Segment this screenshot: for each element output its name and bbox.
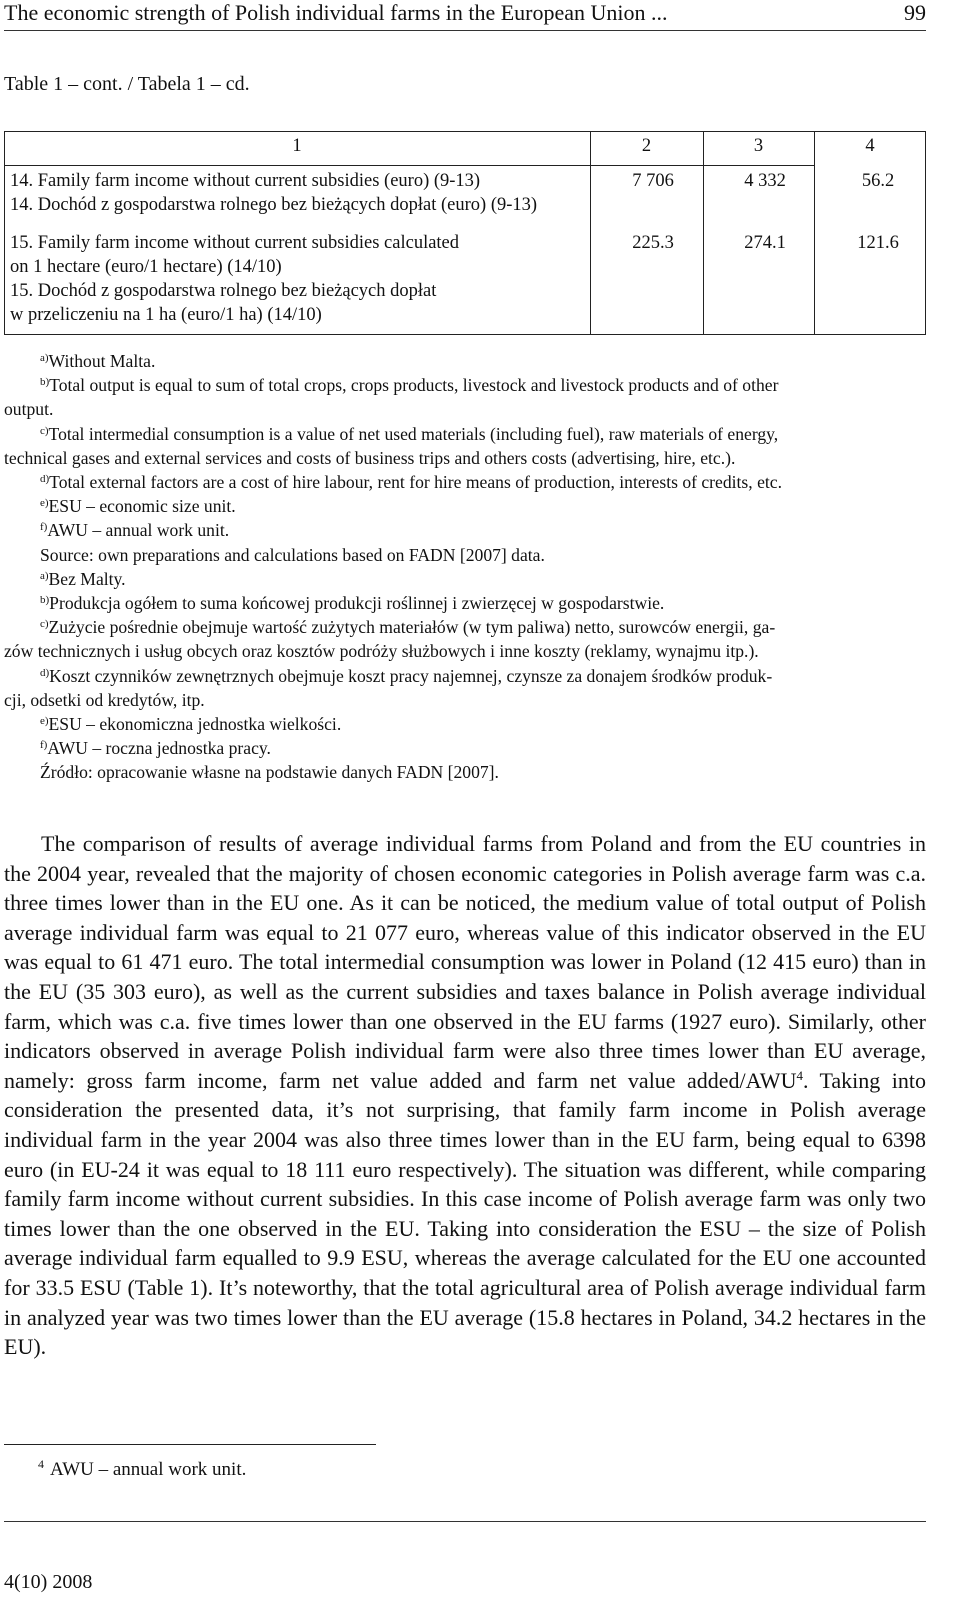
row-15-label-pl-line1: 15. Dochód z gospodarstwa rolnego bez bieżących dopłat <box>10 281 437 301</box>
note-pl-e: $^{e)}$ESU – ekonomiczna jednostka wielkości. <box>40 714 342 735</box>
column-header-3: 3 <box>753 136 764 156</box>
table-header-divider <box>4 165 814 166</box>
note-en-source: Source: own preparations and calculations based on FADN [2007] data. <box>40 544 545 565</box>
table-notes <box>4 349 926 785</box>
running-header <box>4 0 926 31</box>
footnote-text: AWU – annual work unit. <box>50 1459 247 1480</box>
row-15-label-pl-line2: w przeliczeniu na 1 ha (euro/1 ha) (14/10) <box>10 305 322 325</box>
note-en-b: $^{b)}$Total output is equal to sum of total crops, crops products, livestock and livestock products and of other <box>40 375 779 396</box>
note-en-d: $^{d)}$Total external factors are a cost of hire labour, rent for hire means of production, interests of credits, etc. <box>40 472 782 493</box>
table-caption: Table 1 – cont. / Tabela 1 – cd. <box>4 73 250 95</box>
row-14-value-3: 4 332 <box>744 171 786 191</box>
note-pl-b: $^{b)}$Produkcja ogółem to suma końcowej produkcji roślinnej i zwierzęcej w gospodarstwie. <box>40 593 665 614</box>
note-pl-c-cont: zów technicznych i usług obcych oraz kosztów podróży służbowych i inne koszty (reklamy, wynajmu itp.). <box>4 641 759 662</box>
body-text-part2: . Taking into consideration the presented data, it’s not surprising, that family farm income in Polish average individual farm in the year 2004 was also three times lower than in the EU farm, being equal to 6398 euro (in EU-24 it was equal to 18 111 euro respectively). The situation was different, while comparing family farm income without current subsidies. In this case income of Polish average farm was only two times lower than the one observed in the EU. Taking into consideration the ESU – the size of Polish average individual farm equalled to 9.9 ESU, whereas the average calculated for the EU one accounted for 33.5 ESU (Table 1). It’s noteworthy, that the total agricultural area of Polish average individual farm in analyzed year was two times lower than the EU average (15.8 hectares in Poland, 34.2 hectares in the EU). <box>4 1067 926 1360</box>
footnote-rule <box>4 1444 376 1445</box>
note-en-b-cont: output. <box>4 399 54 420</box>
running-title: The economic strength of Polish individual farms in the European Union ... <box>4 0 668 25</box>
row-15-value-3: 274.1 <box>744 233 786 253</box>
row-15-label-en-line2: on 1 hectare (euro/1 hectare) (14/10) <box>10 257 282 277</box>
column-header-1: 1 <box>292 136 302 156</box>
note-pl-d: $^{d)}$Koszt czynników zewnętrznych obejmuje koszt pracy najemnej, czynsze za donajem środków produk- <box>40 665 773 686</box>
note-en-c: $^{c)}$Total intermedial consumption is a value of net used materials (including fuel), raw materials of energy, <box>40 423 779 444</box>
note-en-e: $^{e)}$ESU – economic size unit. <box>40 496 236 517</box>
note-pl-f: $^{f)}$AWU – roczna jednostka pracy. <box>40 738 271 759</box>
column-header-4: 4 <box>865 136 875 156</box>
note-pl-d-cont: cji, odsetki od kredytów, itp. <box>4 689 205 710</box>
note-en-a: $^{a)}$Without Malta. <box>40 351 156 371</box>
row-14-value-2: 7 706 <box>632 171 674 191</box>
body-paragraph <box>4 829 926 1362</box>
data-table <box>4 131 926 335</box>
footnote <box>38 1458 246 1482</box>
note-en-c-cont: technical gases and external services and costs of business trips and others costs (advertising, hire, etc.). <box>4 447 736 468</box>
note-pl-source: Źródło: opracowanie własne na podstawie danych FADN [2007]. <box>40 762 499 783</box>
note-en-f: $^{f)}$AWU – annual work unit. <box>40 520 230 541</box>
footnote-reference: 4 <box>796 1067 803 1083</box>
page-number: 99 <box>904 0 926 25</box>
row-15-value-4: 121.6 <box>857 233 899 253</box>
journal-issue: 4(10) 2008 <box>4 1571 93 1593</box>
row-15-label-en-line1: 15. Family farm income without current subsidies calculated <box>10 233 460 253</box>
note-pl-c: $^{c)}$Zużycie pośrednie obejmuje wartość zużytych materiałów (w tym paliwa) netto, surowców energii, ga- <box>40 617 776 638</box>
row-14-label-en: 14. Family farm income without current subsidies (euro) (9-13) <box>10 171 481 191</box>
footer-rule <box>4 1521 926 1522</box>
row-14-value-4: 56.2 <box>861 171 895 191</box>
column-header-2: 2 <box>641 136 652 156</box>
body-text-part1: The comparison of results of average individual farms from Poland and from the EU countries in the 2004 year, revealed that the majority of chosen economic categories in Polish average farm was c.a. three times lower than in the EU one. As it can be noticed, the medium value of total output of Polish average individual farm was equal to 21 077 euro, whereas value of this indicator observed in the EU was equal to 61 471 euro. The total intermedial consumption was lower in Poland (12 415 euro) than in the EU (35 303 euro), as well as the current subsidies and taxes balance in Polish average individual farm, which was c.a. five times lower than one observed in the EU farms (1927 euro). Similarly, other indicators observed in average Polish individual farm were also three times lower than EU average, namely: gross farm income, farm net value added and farm net value added/AWU <box>4 831 926 1093</box>
footnote-mark: 4 <box>38 1457 44 1471</box>
note-pl-a: $^{a)}$Bez Malty. <box>40 568 126 589</box>
row-14-label-pl: 14. Dochód z gospodarstwa rolnego bez bieżących dopłat (euro) (9-13) <box>10 195 538 215</box>
row-15-value-2: 225.3 <box>632 233 674 253</box>
